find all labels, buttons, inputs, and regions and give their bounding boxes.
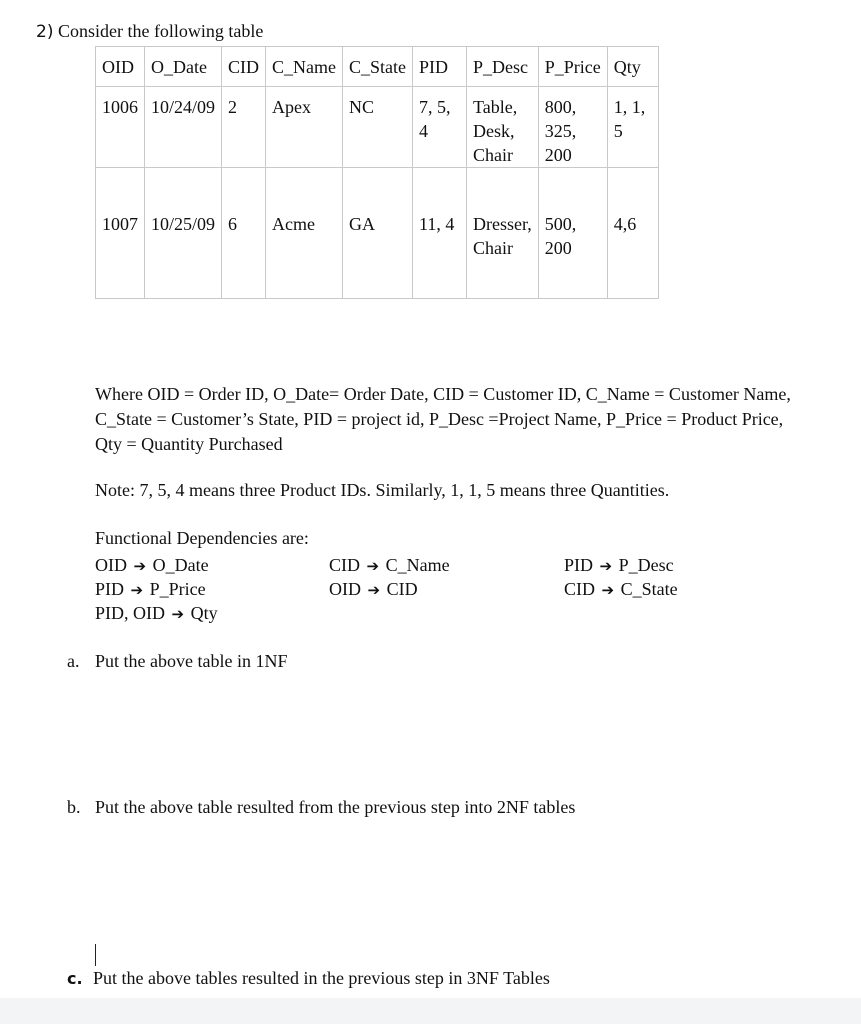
- task-c: [67, 968, 550, 989]
- cell-c-name: Acme: [266, 168, 343, 299]
- fd-rhs: CID: [386, 579, 418, 599]
- functional-dependency: [329, 577, 418, 602]
- fd-rhs: P_Price: [149, 579, 206, 599]
- cell-o-date: 10/24/09: [145, 87, 222, 168]
- cell-p-price: [538, 87, 607, 168]
- arrow-icon: ➔: [601, 581, 615, 599]
- question-text: Consider the following table: [57, 21, 264, 41]
- task-a: [67, 651, 287, 672]
- cell-cid: 2: [222, 87, 266, 168]
- arrow-icon: ➔: [599, 557, 613, 575]
- table-header-row: [96, 47, 659, 87]
- p-desc-line: Chair: [473, 238, 513, 258]
- task-text: Put the above tables resulted in the previous step in 3NF Tables: [93, 968, 550, 988]
- cell-c-state: NC: [343, 87, 413, 168]
- cell-p-desc: [467, 87, 539, 168]
- arrow-icon: ➔: [130, 581, 144, 599]
- cell-oid: 1006: [96, 87, 145, 168]
- arrow-icon: ➔: [366, 557, 380, 575]
- header-o-date: O_Date: [145, 47, 222, 87]
- header-cid: CID: [222, 47, 266, 87]
- fd-lhs: OID: [329, 579, 361, 599]
- fd-rhs: C_State: [620, 579, 678, 599]
- header-c-name: C_Name: [266, 47, 343, 87]
- fd-rhs: O_Date: [152, 555, 209, 575]
- p-price-line: 500,: [544, 214, 577, 234]
- table-row: [96, 168, 659, 299]
- bottom-bar: [0, 998, 861, 1024]
- p-price-line: 200: [544, 238, 572, 258]
- p-desc-line: Dresser,: [473, 214, 532, 234]
- task-label: c.: [67, 969, 83, 988]
- header-p-price: P_Price: [538, 47, 607, 87]
- cell-qty: 1, 1, 5: [607, 87, 658, 168]
- header-oid: OID: [96, 47, 145, 87]
- fd-rhs: C_Name: [385, 555, 450, 575]
- p-desc-line: Table,: [473, 97, 518, 117]
- functional-dependency: [329, 553, 450, 578]
- arrow-icon: ➔: [367, 581, 381, 599]
- cell-pid: 11, 4: [413, 168, 467, 299]
- header-c-state: C_State: [343, 47, 413, 87]
- fd-heading: Functional Dependencies are:: [95, 528, 309, 548]
- task-label: a.: [67, 651, 80, 671]
- task-text: Put the above table resulted from the previous step into 2NF tables: [95, 797, 576, 817]
- functional-dependency: [95, 577, 206, 602]
- task-text: Put the above table in 1NF: [95, 651, 288, 671]
- arrow-icon: ➔: [171, 605, 185, 623]
- table-row: [96, 87, 659, 168]
- cell-p-desc: [467, 168, 539, 299]
- p-desc-line: Desk,: [473, 121, 515, 141]
- p-price-line: 200: [544, 145, 572, 165]
- fd-lhs: OID: [95, 555, 127, 575]
- note-text: Note: 7, 5, 4 means three Product IDs. Similarly, 1, 1, 5 means three Quantities.: [95, 480, 670, 500]
- functional-dependency: [564, 553, 674, 578]
- cell-pid: 7, 5, 4: [413, 87, 467, 168]
- arrow-icon: ➔: [133, 557, 147, 575]
- functional-dependency: [95, 553, 209, 578]
- text-cursor[interactable]: [95, 944, 96, 966]
- p-price-line: 800,: [544, 97, 577, 117]
- abbreviation-definitions: Where OID = Order ID, O_Date= Order Date, CID = Customer ID, C_Name = Customer Name, C_State = Customer’s State, PID = project id, P_Desc =Project Name, P_Price = Product Price, Qty = Quantity Purchased: [95, 384, 791, 454]
- cell-cid: 6: [222, 168, 266, 299]
- cell-oid: 1007: [96, 168, 145, 299]
- fd-lhs: PID, OID: [95, 603, 165, 623]
- question-title: [36, 21, 263, 42]
- fd-rhs: Qty: [190, 603, 218, 623]
- header-pid: PID: [413, 47, 467, 87]
- fd-lhs: CID: [329, 555, 360, 575]
- p-desc-line: Chair: [473, 145, 513, 165]
- fd-lhs: CID: [564, 579, 595, 599]
- p-price-line: 325,: [544, 121, 577, 141]
- functional-dependency: [564, 577, 678, 602]
- order-table: [95, 46, 659, 299]
- task-label: b.: [67, 797, 81, 817]
- fd-lhs: PID: [564, 555, 594, 575]
- header-p-desc: P_Desc: [467, 47, 539, 87]
- header-qty: Qty: [607, 47, 658, 87]
- fd-lhs: PID: [95, 579, 125, 599]
- cell-c-state: GA: [343, 168, 413, 299]
- cell-c-name: Apex: [266, 87, 343, 168]
- fd-rhs: P_Desc: [618, 555, 674, 575]
- task-b: [67, 797, 575, 818]
- cell-p-price: [538, 168, 607, 299]
- cell-o-date: 10/25/09: [145, 168, 222, 299]
- cell-qty: 4,6: [607, 168, 658, 299]
- functional-dependency: [95, 601, 218, 626]
- question-number: 2): [36, 22, 54, 42]
